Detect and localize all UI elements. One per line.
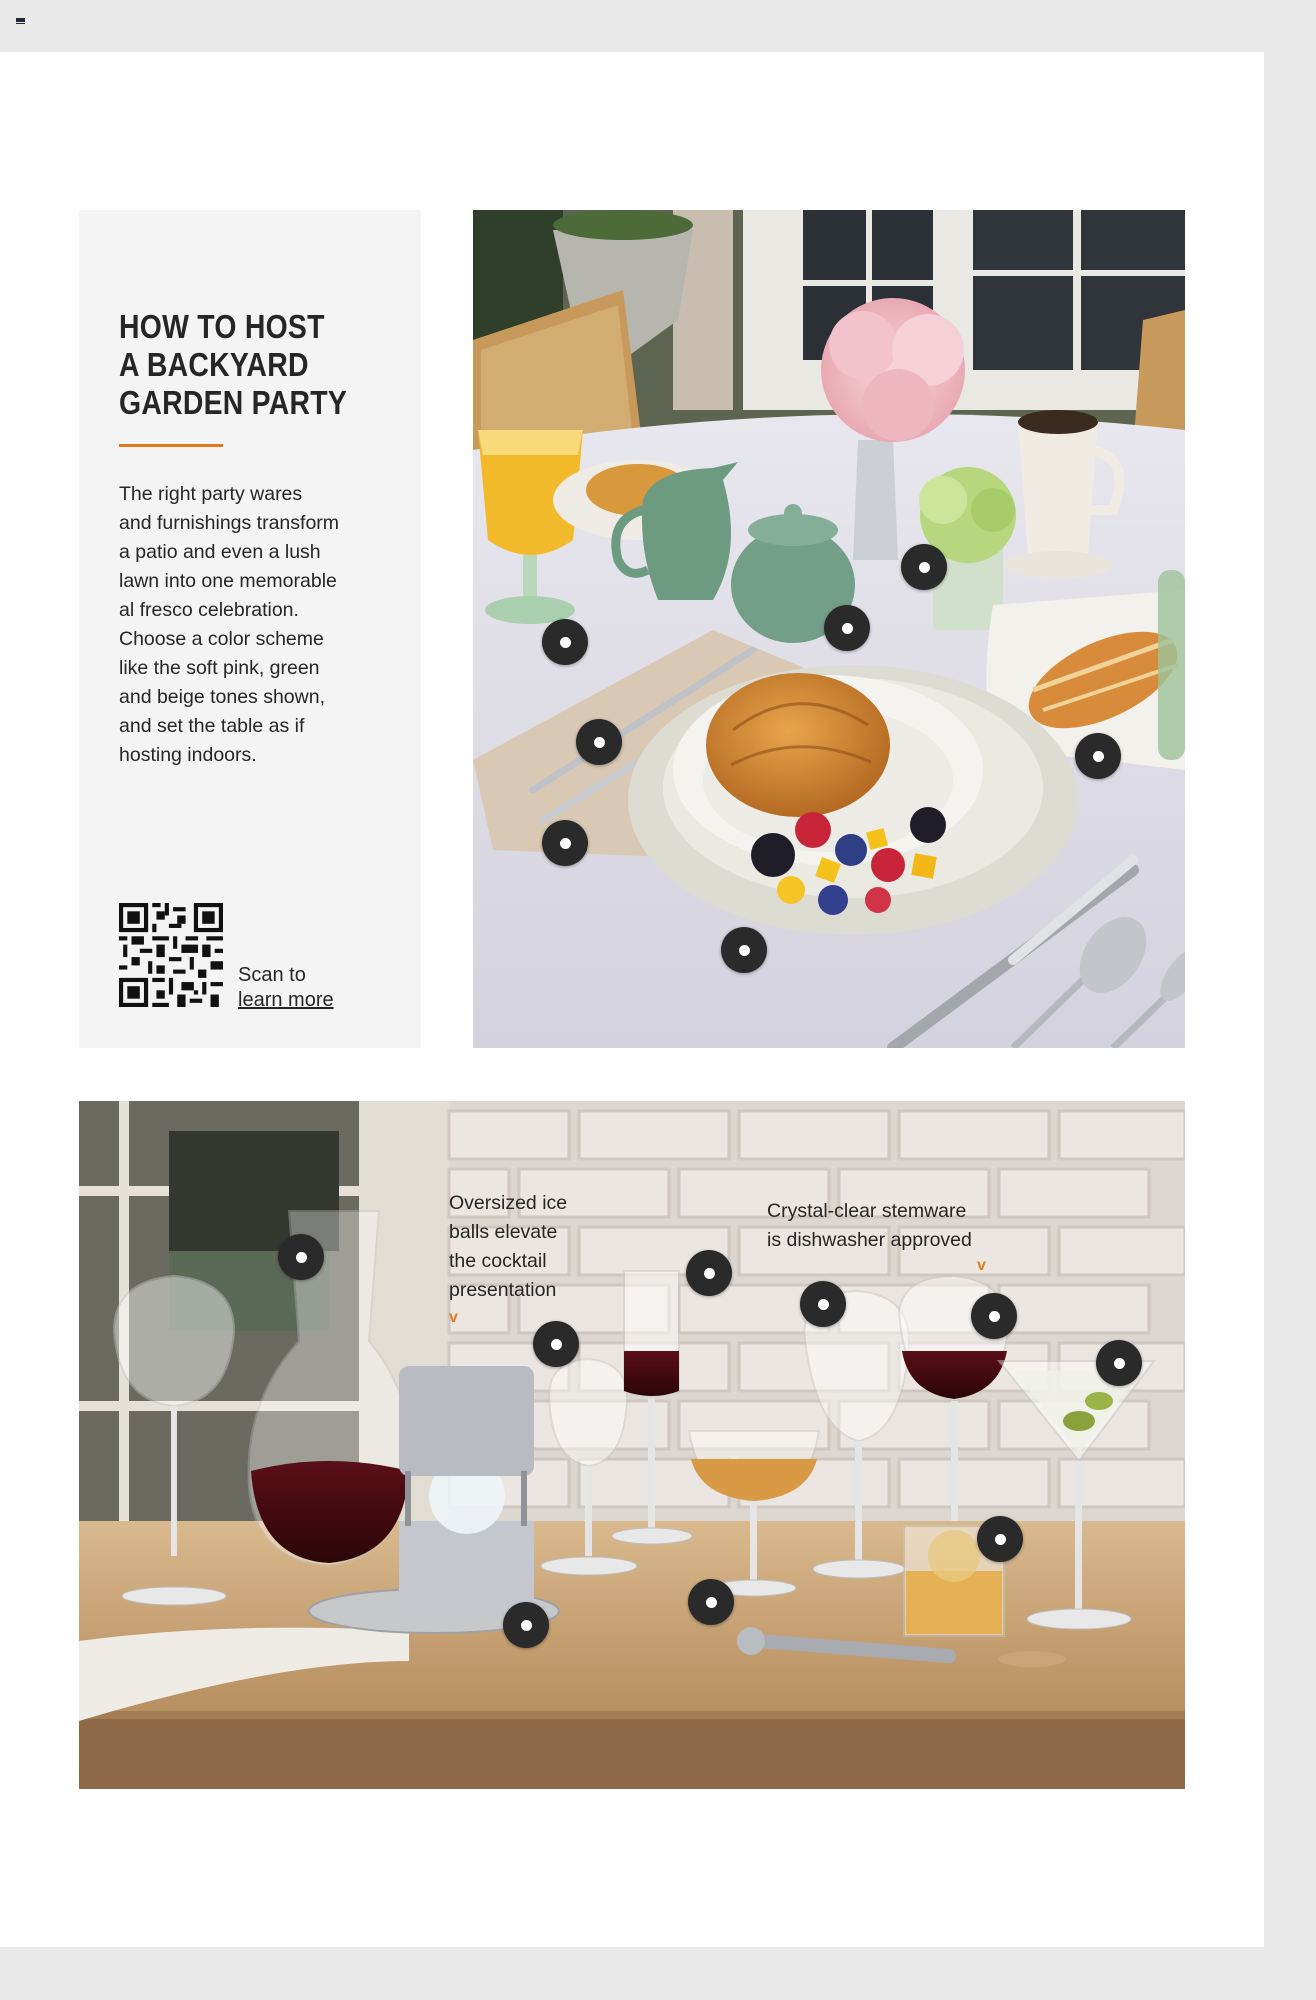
hotspot-martini-glass[interactable] bbox=[1096, 1340, 1142, 1386]
hotspot-red-wine-glass[interactable] bbox=[971, 1293, 1017, 1339]
hotspot-carafe[interactable] bbox=[278, 1234, 324, 1280]
ice-ball-caption: Oversized ice balls elevate the cocktail presentation bbox=[449, 1192, 568, 1301]
hotspot-dinner-plate[interactable] bbox=[721, 927, 767, 973]
hotspot-white-wine-glass[interactable] bbox=[800, 1281, 846, 1327]
hotspot-juice-glass[interactable] bbox=[542, 619, 588, 665]
hotspot-goblet[interactable] bbox=[533, 1321, 579, 1367]
hotspot-coupe[interactable] bbox=[688, 1579, 734, 1625]
hotspot-ice-ball-press[interactable] bbox=[503, 1602, 549, 1648]
glassware-photo bbox=[79, 1101, 1185, 1789]
stemware-caption: Crystal-clear stemware is dishwasher approved bbox=[767, 1200, 972, 1251]
glassware-illustration bbox=[79, 1101, 1185, 1789]
hotspot-fluted-glass[interactable] bbox=[686, 1250, 732, 1296]
article-title: HOW TO HOST A BACKYARD GARDEN PARTY bbox=[119, 308, 348, 421]
hotspot-pastry-platter[interactable] bbox=[1075, 733, 1121, 779]
article-panel bbox=[79, 210, 421, 1048]
hotspot-sugar-bowl[interactable] bbox=[824, 605, 870, 651]
hotspot-tumbler[interactable] bbox=[977, 1516, 1023, 1562]
catalog-page bbox=[0, 52, 1264, 1947]
qr-code-icon[interactable] bbox=[119, 903, 223, 1007]
hotspot-flatware[interactable] bbox=[576, 719, 622, 765]
stemware-caption-caret: v bbox=[977, 1257, 986, 1274]
article-body: The right party wares and furnishings transform a patio and even a lush lawn into one memorable al fresco celebration. Choose a color scheme like the soft pink, green and beige tones shown, and set the table as if hosting indoors. bbox=[119, 483, 340, 766]
hotspot-hydrangea-vase[interactable] bbox=[901, 544, 947, 590]
hamburger-menu-icon[interactable] bbox=[16, 18, 25, 24]
ice-caption-caret: v bbox=[449, 1309, 458, 1326]
scan-text: Scan to learn more bbox=[238, 964, 334, 1011]
hotspot-napkin[interactable] bbox=[542, 820, 588, 866]
learn-more-link[interactable]: learn more bbox=[238, 989, 334, 1011]
table-setting-photo bbox=[473, 210, 1185, 1048]
title-divider bbox=[119, 444, 223, 447]
